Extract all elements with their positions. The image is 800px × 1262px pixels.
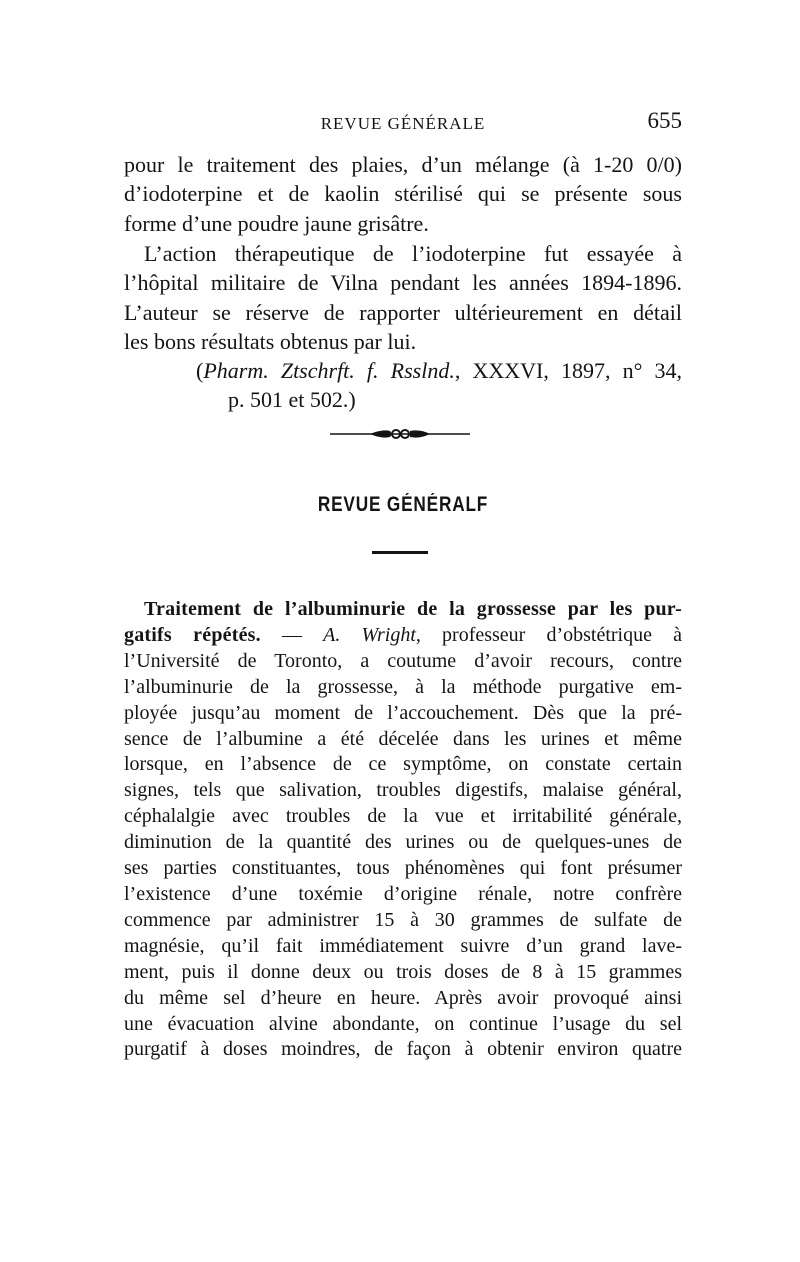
article-heading-line (124, 597, 682, 623)
text-line (124, 623, 682, 649)
text-line: purgatif à doses moindres, de façon à obtenir environ quatre (124, 1038, 682, 1061)
citation-journal: Pharm. Ztschrft. f. Rsslnd. (203, 358, 455, 383)
text-line: du même sel d’heure en heure. Après avoir provoqué ainsi (124, 986, 682, 1009)
section-rule (372, 551, 428, 554)
text-line: ses parties constituantes, tous phénomènes qui font présumer (124, 857, 682, 880)
citation-volume: , XXXVI, 1897, n° 34, (454, 358, 682, 383)
article-albuminurie (124, 597, 682, 1063)
text-line: l’hôpital militaire de Vilna pendant les années 1894-1896. (124, 270, 682, 296)
text-line: lorsque, en l’absence de ce symptôme, on constate certain (124, 753, 682, 776)
text-line: l’albuminurie de la grossesse, à la méthode purgative em- (124, 675, 682, 698)
text-line: d’iodoterpine et de kaolin stérilisé qui se présente sous (124, 181, 682, 207)
citation-line (196, 356, 682, 385)
paragraph (124, 239, 682, 356)
page-number: 655 (647, 108, 682, 133)
article-body (124, 597, 682, 1063)
running-title: REVUE GÉNÉRALE (320, 114, 486, 133)
text-line: magnésie, qu’il fait immédiatement suivre d’un grand lave- (124, 934, 682, 957)
iodoterpine-paragraph (124, 239, 682, 356)
text-line: signes, tels que salivation, troubles digestifs, malaise général, (124, 779, 682, 802)
text-line: l’existence d’une toxémie d’origine rénale, notre confrère (124, 882, 682, 905)
running-header (124, 108, 682, 144)
paragraph (124, 150, 682, 238)
text-line: pour le traitement des plaies, d’un mélange (à 1-20 0/0) (124, 152, 682, 177)
continued-paragraph (124, 150, 682, 238)
text-line: L’auteur se réserve de rapporter ultérieurement en détail (124, 299, 682, 325)
text-line: l’Université de Toronto, a coutume d’avoir recours, contre (124, 649, 682, 672)
text-line: forme d’une poudre jaune grisâtre. (124, 210, 429, 236)
text-line: les bons résultats obtenus par lui. (124, 328, 417, 354)
text-line: céphalalgie avec troubles de la vue et irritabilité générale, (124, 805, 682, 828)
text-line: ployée jusqu’au moment de l’accouchement. Dès que la pré- (124, 701, 682, 724)
text-line: L’action thérapeutique de l’iodoterpine fut essayée à (144, 241, 682, 266)
text-line: commence par administrer 15 à 30 grammes de sulfate de (124, 908, 682, 931)
text-line: sence de l’albumine a été décelée dans les urines et même (124, 727, 682, 750)
text-line: une évacuation alvine abondante, on continue l’usage du sel (124, 1012, 682, 1035)
text-line: diminution de la quantité des urines ou de quelques-unes de (124, 831, 682, 854)
article-author: A. Wright, (323, 623, 421, 646)
article-heading: Traitement de l’albuminurie de la grossesse par les pur- (144, 598, 682, 620)
dash: — (260, 623, 324, 646)
text-line: ment, puis il donne deux ou trois doses de 8 à 15 grammes (124, 960, 682, 983)
bibliographic-citation (196, 356, 682, 414)
text-fragment: professeur d’obstétrique à (420, 623, 682, 646)
article-heading-end: gatifs répétés. (124, 623, 261, 646)
ornament-rule-icon (330, 426, 470, 442)
citation-pages: p. 501 et 502.) (228, 387, 356, 412)
citation-open-paren: ( (196, 358, 204, 383)
section-title: REVUE GÉNÉRALF (317, 493, 489, 516)
